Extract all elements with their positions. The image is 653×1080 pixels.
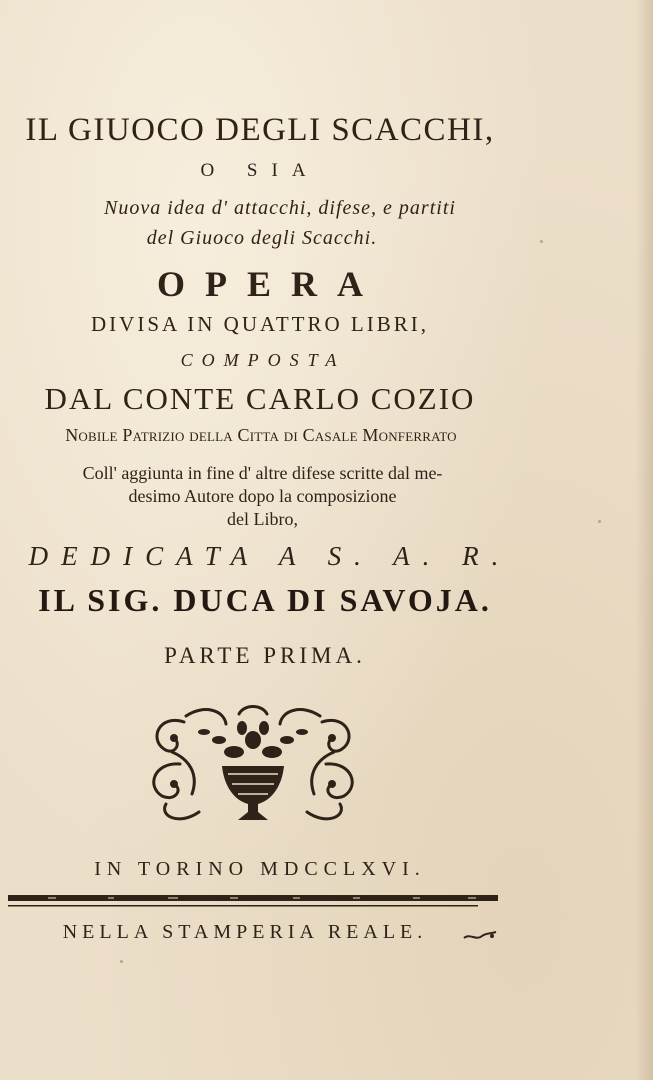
- opera-heading: OPERA: [157, 264, 383, 304]
- part-heading: PARTE PRIMA.: [164, 643, 366, 668]
- divisa-line: DIVISA IN QUATTRO LIBRI,: [91, 312, 429, 336]
- author-title: Nobile Patrizio della Citta di Casale Monferrato: [65, 425, 457, 445]
- paper-speck: [120, 960, 123, 963]
- double-rule-divider: [8, 893, 498, 913]
- imprint-printer: NELLA STAMPERIA REALE.: [62, 921, 428, 943]
- o-sia-line: O SIA: [200, 160, 320, 181]
- addition-line-2: desimo Autore dopo la composizione: [128, 486, 397, 506]
- subtitle-line-1: Nuova idea d' attacchi, difese, e partiti: [104, 197, 456, 219]
- dedication-line-1: DEDICATA A S. A. R.: [28, 541, 512, 571]
- vase-ornament-icon: [144, 704, 362, 834]
- book-title: IL GIUOCO DEGLI SCACCHI,: [25, 112, 495, 148]
- page-edge-shadow: [635, 0, 653, 1080]
- subtitle-line-2: del Giuoco degli Scacchi.: [146, 227, 378, 249]
- author-name: DAL CONTE CARLO COZIO: [44, 381, 476, 416]
- dedication-line-2: IL SIG. DUCA DI SAVOJA.: [38, 582, 492, 618]
- paper-speck: [598, 520, 601, 523]
- addition-line-3: del Libro,: [227, 509, 298, 529]
- flourish-icon: [462, 929, 498, 943]
- composta-line: COMPOSTA: [180, 350, 346, 370]
- paper-speck: [540, 240, 543, 243]
- addition-line-1: Coll' aggiunta in fine d' altre difese scritte dal me-: [82, 463, 443, 483]
- imprint-place-date: IN TORINO MDCCLXVI.: [94, 858, 426, 880]
